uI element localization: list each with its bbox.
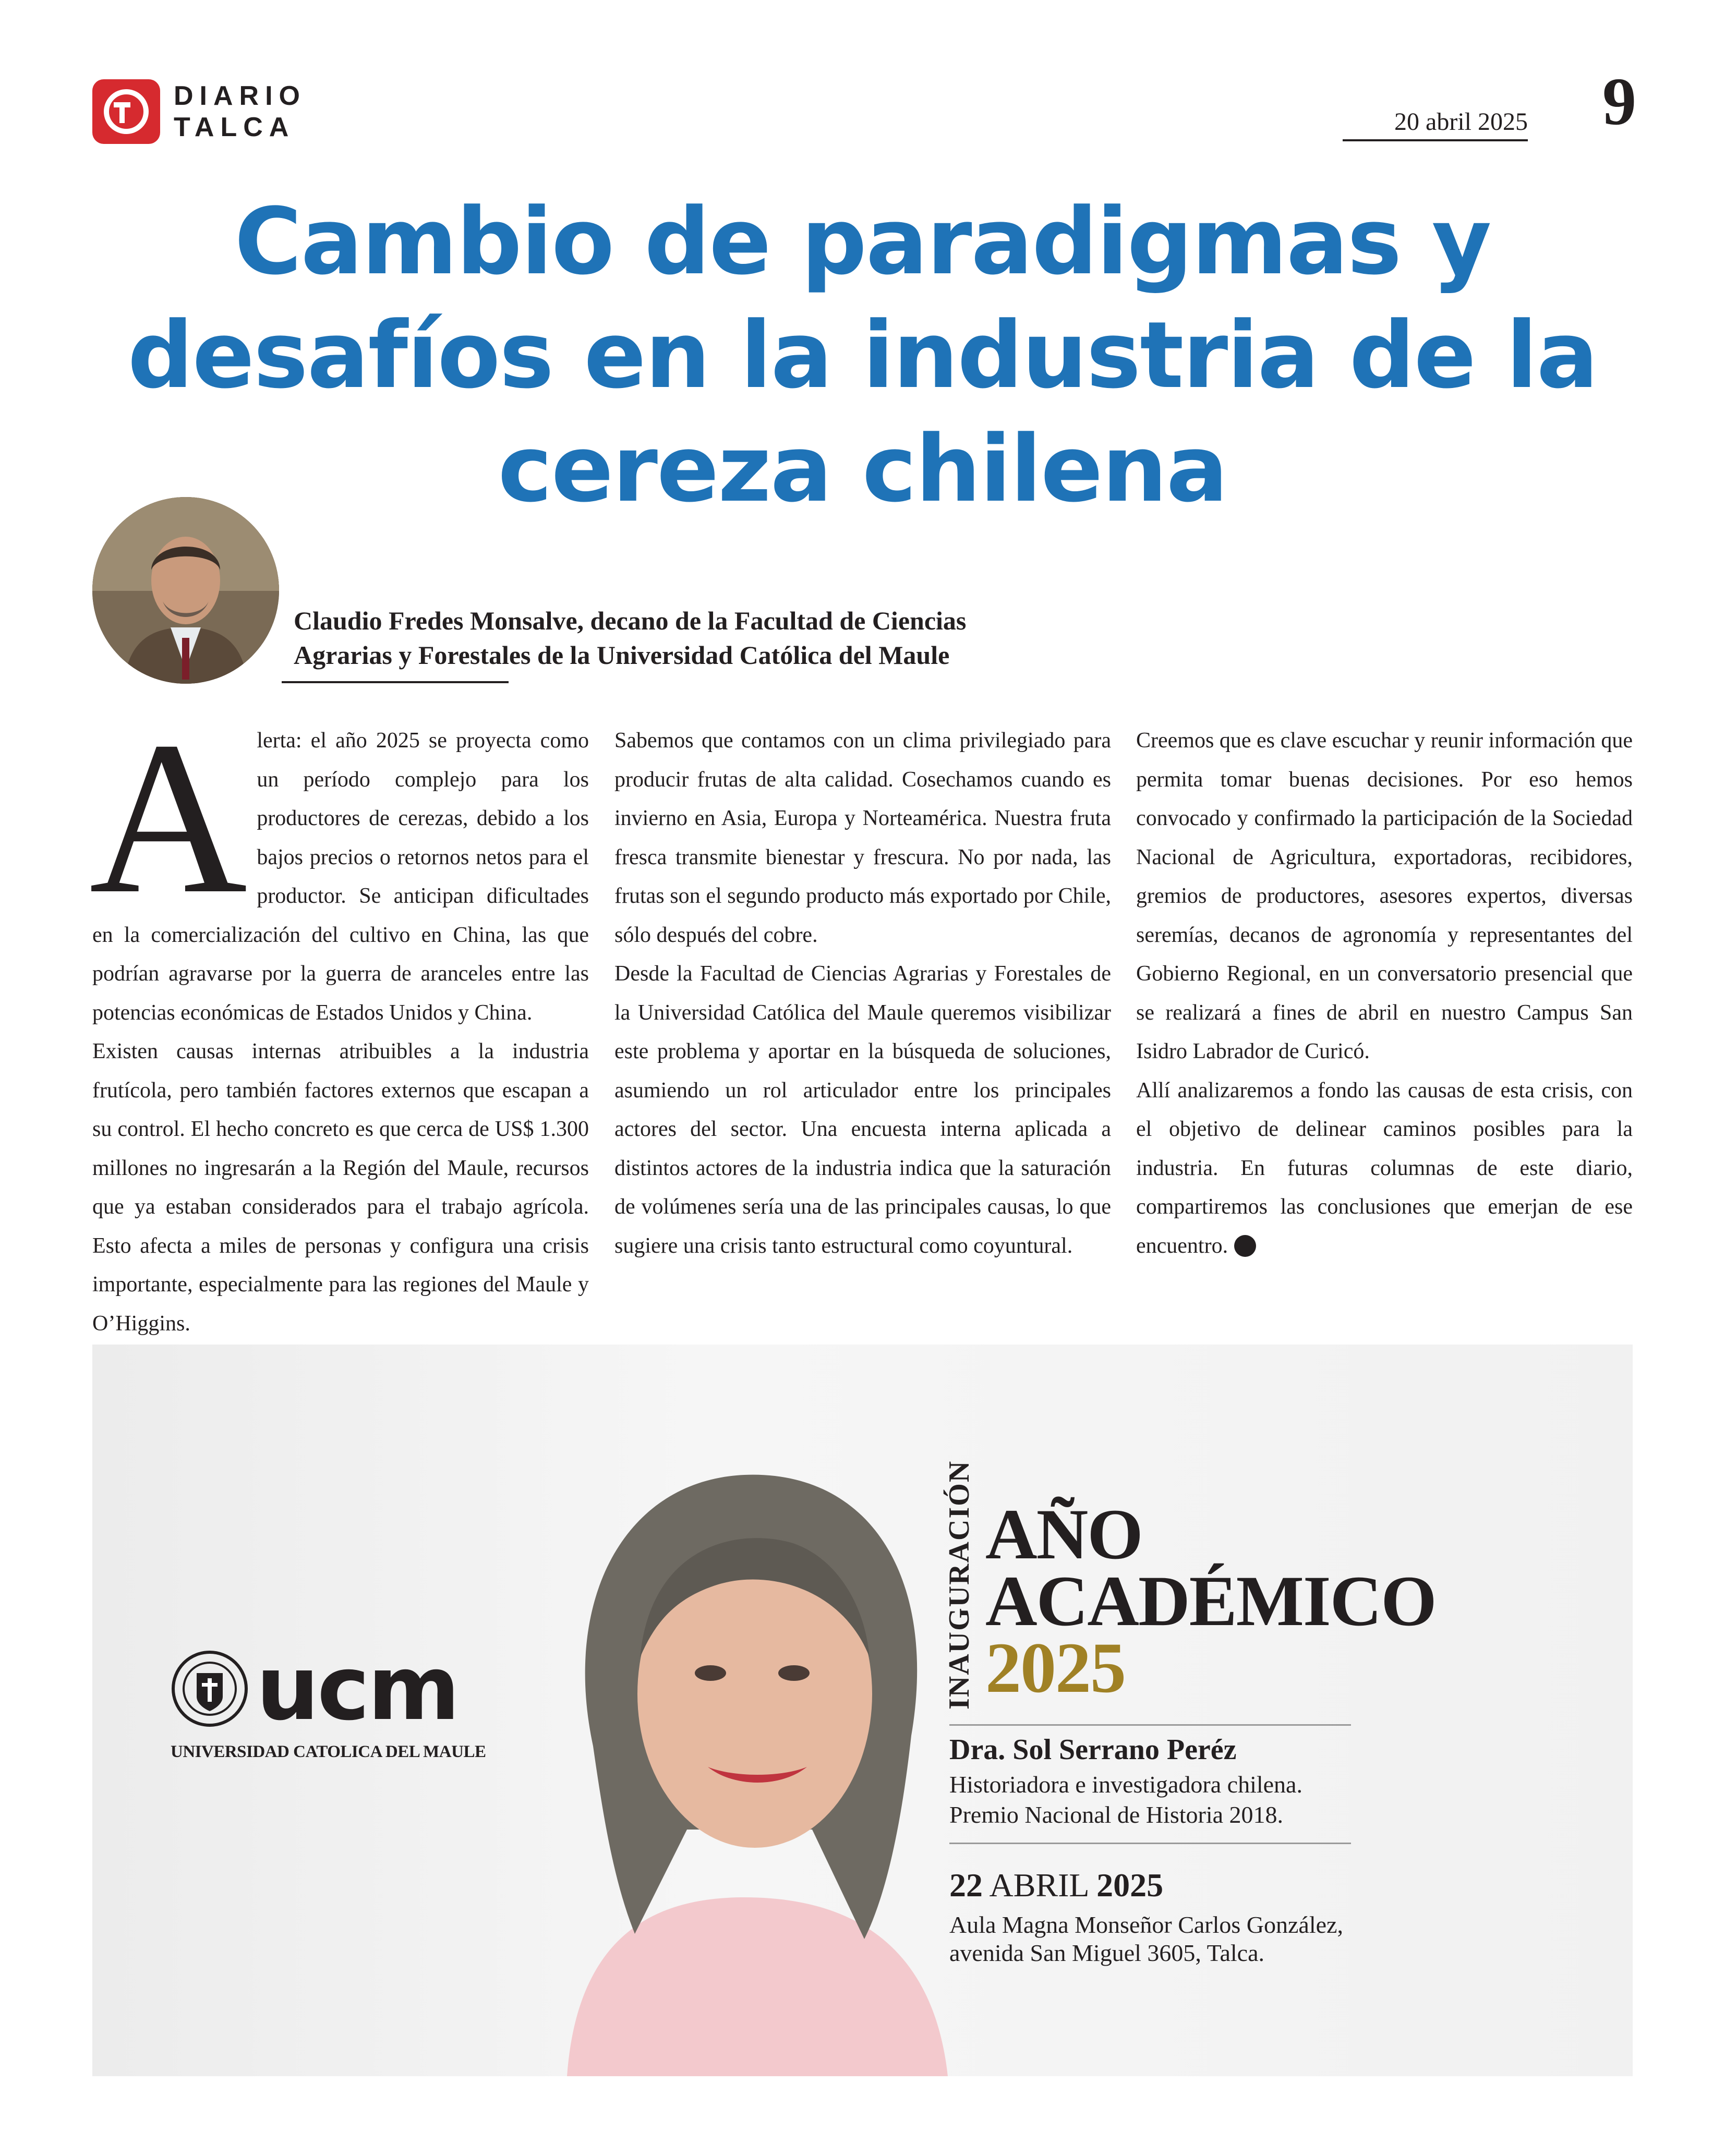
article-paragraph-4: Desde la Facultad de Ciencias Agrarias y Forestales de la Universidad Católica del Maule queremos visibilizar este problema y aportar en la búsqueda de soluciones, asumiendo un rol articulador entre los principales actores del sector. Una encuesta interna aplicada a distintos actores de la industria indica que la saturación de volúmenes sería una de las principales causas, lo que sugiere una crisis tanto estructural como coyuntural. — [614, 962, 1111, 1258]
ucm-wordmark: ucm — [256, 1637, 458, 1740]
ucm-advertisement — [92, 1345, 1633, 2076]
article-title: Cambio de paradigmas y desafíos en la industria de la cereza chilena — [127, 188, 1598, 523]
page-number: 9 — [1602, 64, 1636, 139]
ucm-full-name: UNIVERSIDAD CATOLICA DEL MAULE — [171, 1742, 486, 1761]
article-paragraph-1: Alerta: el año 2025 se proyecta como un período complejo para los productores de cerezas, debido a los bajos precios o retornos netos para el productor. Se anticipan dificultades en la comercialización del cultivo en China, las que podrían agravarse por la guerra de aranceles entre las potencias económicas de Estados Unidos y China. — [89, 696, 589, 1025]
ucm-logo — [171, 1637, 486, 1762]
article-paragraph-3: Sabemos que contamos con un clima privilegiado para producir frutas de alta calidad. Cosechamos cuando es invierno en Asia, Europa y Norteamérica. Nuestra fruta fresca transmite bienestar y frescura. No por nada, las frutas son el segundo producto más exportado por Chile, sólo después del cobre. — [614, 729, 1111, 947]
article-paragraph-2: Existen causas internas atribuibles a la industria frutícola, pero también factores externos que escapan a su control. El hecho concreto es que cerca de US$ 1.300 millones no ingresarán a la Región del Maule, recursos que ya estaban considerados para el trabajo agrícola. Esto afecta a miles de personas y configura una crisis importante, especialmente para las regiones del Maule y O’Higgins. — [92, 1039, 589, 1336]
end-of-article-icon — [1234, 1235, 1256, 1257]
logo-line-1: DIARIO — [174, 81, 306, 111]
speaker-photo — [499, 1412, 1021, 2076]
byline-divider — [282, 681, 509, 683]
inauguracion-label: INAUGURACIÓN — [943, 1460, 975, 1710]
ad-divider-1 — [949, 1724, 1351, 1726]
author-byline: Claudio Fredes Monsalve, decano de la Facultad de Ciencias Agrarias y Forestales de la Universidad Católica del Maule — [294, 606, 967, 670]
event-date: 22 ABRIL 2025 — [949, 1867, 1164, 1904]
article-paragraph-5: Creemos que es clave escuchar y reunir información que permita tomar buenas decisiones. Por eso hemos convocado y confirmado la participación de la Sociedad Nacional de Agricultura, exportadoras, recibidores, gremios de productores, asesores expertos, diversas seremías, decanos de agronomía y representantes del Gobierno Regional, en un conversatorio presencial que se realizará a fines de abril en nuestro Campus San Isidro Labrador de Curicó. — [1136, 729, 1633, 1063]
article-column-3 — [1136, 721, 1633, 1265]
speaker-name: Dra. Sol Serrano Peréz — [949, 1734, 1237, 1766]
article-paragraph-6: Allí analizaremos a fondo las causas de esta crisis, con el objetivo de delinear caminos posibles para la industria. En futuras columnas de este diario, compartiremos las conclusiones que emerjan de ese encuentro. — [1136, 1078, 1633, 1258]
article-column-2 — [614, 721, 1111, 1265]
event-title — [985, 1494, 1436, 1707]
event-title-line-2: ACADÉMICO — [985, 1561, 1436, 1641]
event-venue: Aula Magna Monseñor Carlos González, avenida San Miguel 3605, Talca. — [949, 1911, 1343, 1966]
event-title-year: 2025 — [985, 1628, 1125, 1707]
diario-talca-logo-icon — [92, 79, 160, 144]
ad-divider-2 — [949, 1843, 1351, 1844]
diario-talca-logo — [92, 79, 306, 144]
article-column-1 — [89, 696, 589, 1343]
event-title-line-1: AÑO — [985, 1494, 1142, 1574]
issue-date: 20 abril 2025 — [1343, 107, 1528, 141]
ucm-seal-icon — [171, 1650, 249, 1728]
drop-cap: A — [89, 696, 248, 939]
author-photo — [92, 497, 279, 684]
speaker-description: Historiadora e investigadora chilena. Premio Nacional de Historia 2018. — [949, 1771, 1302, 1828]
logo-line-2: TALCA — [174, 112, 295, 142]
